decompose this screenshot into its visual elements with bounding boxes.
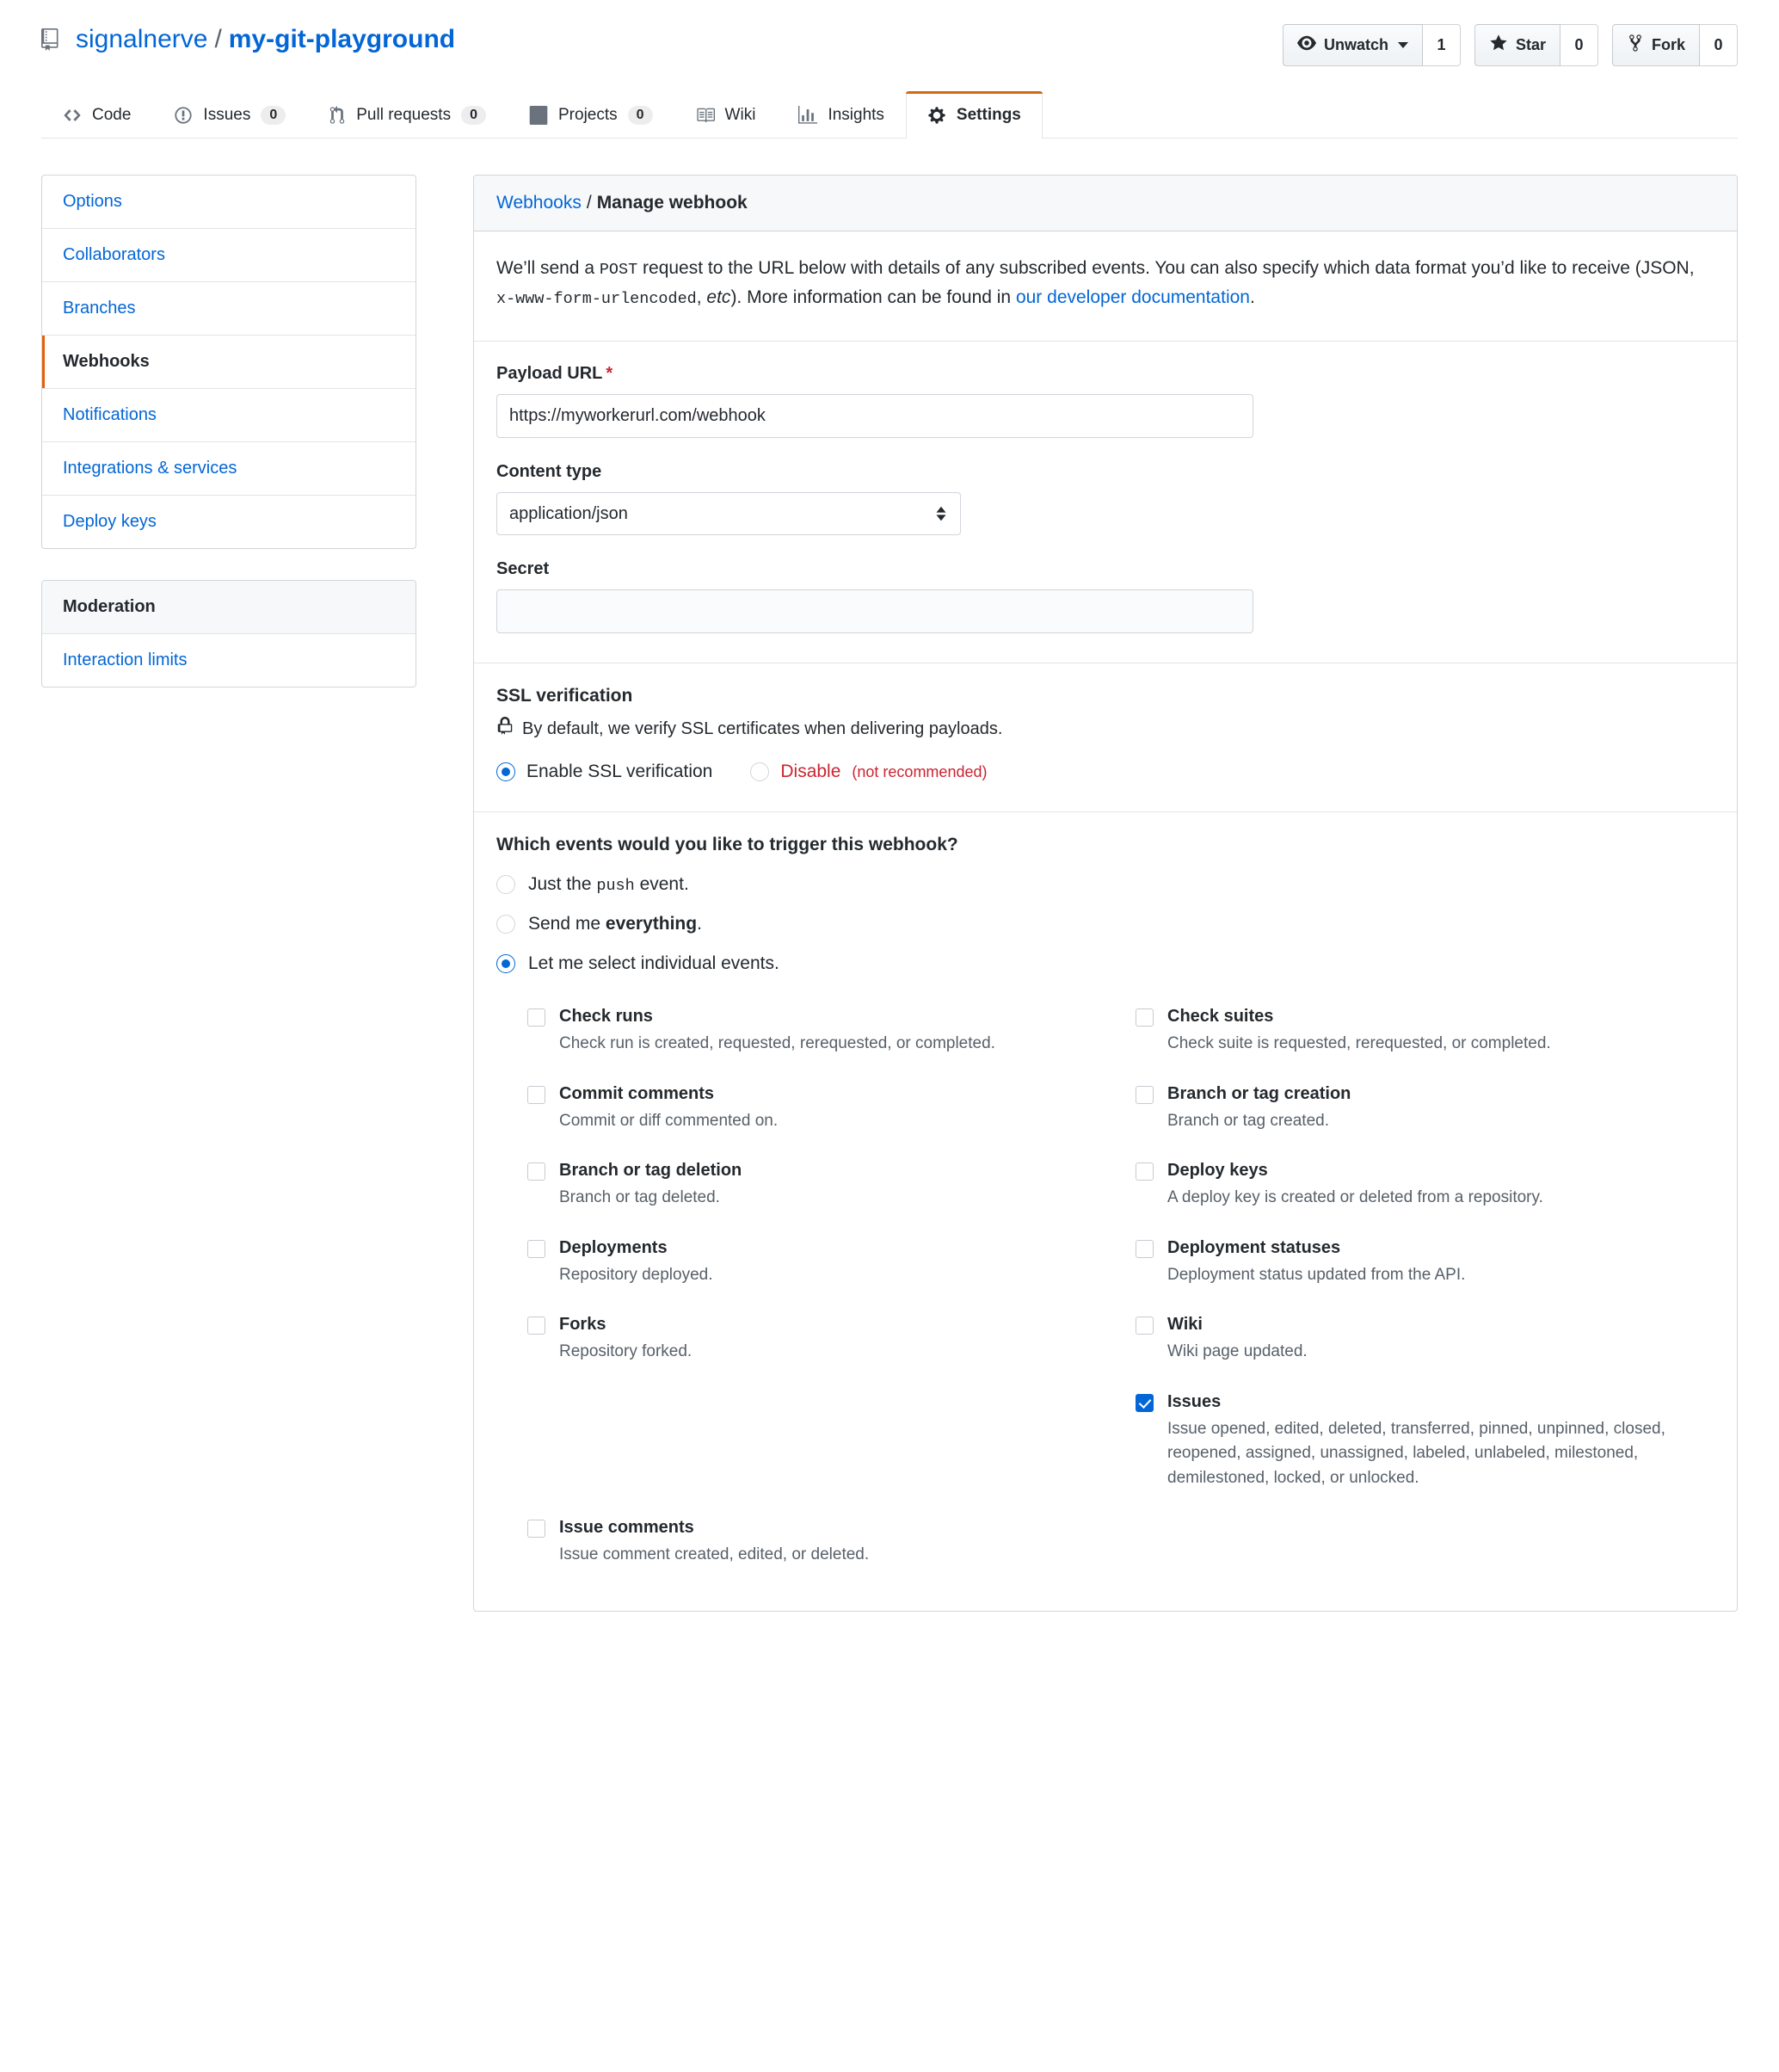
tab-insights[interactable] bbox=[777, 91, 905, 139]
payload-url-label-text: Payload URL bbox=[496, 364, 603, 384]
event-name: Issue comments bbox=[559, 1518, 694, 1538]
breadcrumb-webhooks-link[interactable]: Webhooks bbox=[496, 193, 582, 213]
event-text bbox=[559, 1159, 742, 1211]
event-text bbox=[1167, 1313, 1308, 1365]
event-text bbox=[1167, 1391, 1714, 1491]
event-choice-individual-label: Let me select individual events. bbox=[528, 953, 779, 974]
event-item-branch-or-tag-creation[interactable] bbox=[1136, 1070, 1714, 1148]
event-checkbox-commit-comments[interactable] bbox=[527, 1086, 545, 1104]
event-description: Repository deployed. bbox=[559, 1265, 713, 1284]
intro-em-etc: etc bbox=[706, 287, 731, 307]
lock-icon bbox=[496, 717, 514, 741]
tab-issues-label: Issues bbox=[203, 106, 251, 124]
intro-text bbox=[496, 254, 1714, 311]
ssl-disable-label: Disable bbox=[780, 762, 841, 782]
event-checkbox-issues[interactable] bbox=[1136, 1394, 1154, 1412]
developer-documentation-link[interactable]: our developer documentation bbox=[1015, 287, 1250, 307]
event-text bbox=[559, 1005, 995, 1057]
ssl-enable-label: Enable SSL verification bbox=[526, 762, 713, 782]
ssl-verification-row bbox=[474, 663, 1737, 812]
event-description: Issue comment created, edited, or deleted. bbox=[559, 1545, 870, 1564]
sidebar-item-collaborators[interactable]: Collaborators bbox=[42, 229, 416, 282]
content-type-label: Content type bbox=[496, 462, 602, 482]
fields-row bbox=[474, 342, 1737, 663]
ssl-disable-note: (not recommended) bbox=[852, 762, 988, 780]
graph-icon bbox=[798, 106, 817, 125]
event-item-deployments[interactable] bbox=[527, 1224, 1106, 1302]
event-item-forks[interactable] bbox=[527, 1301, 1106, 1378]
event-item-deployment-statuses[interactable] bbox=[1136, 1224, 1714, 1302]
event-description: A deploy key is created or deleted from a repository. bbox=[1167, 1188, 1543, 1207]
intro-part-3: , bbox=[696, 287, 707, 307]
individual-events-grid bbox=[496, 993, 1714, 1582]
tab-code[interactable] bbox=[41, 91, 152, 139]
sidebar-item-integrations-and-services[interactable]: Integrations & services bbox=[42, 442, 416, 496]
event-item-branch-or-tag-deletion[interactable] bbox=[527, 1147, 1106, 1224]
ssl-disable-option[interactable] bbox=[750, 762, 987, 782]
ssl-enable-option[interactable] bbox=[496, 762, 712, 782]
sidebar-item-options[interactable]: Options bbox=[42, 176, 416, 229]
git-pull-request-icon bbox=[329, 106, 346, 125]
event-name: Wiki bbox=[1167, 1315, 1203, 1335]
watch-count[interactable]: 1 bbox=[1423, 24, 1461, 66]
manage-webhook-box bbox=[473, 175, 1738, 1612]
tab-pull-requests[interactable] bbox=[307, 91, 508, 139]
issue-opened-icon bbox=[174, 106, 193, 125]
event-text bbox=[1167, 1082, 1351, 1134]
secret-input[interactable] bbox=[496, 589, 1253, 633]
breadcrumb bbox=[41, 24, 455, 55]
star-button-group bbox=[1474, 24, 1598, 66]
event-description: Deployment status updated from the API. bbox=[1167, 1265, 1466, 1284]
event-choice-individual[interactable] bbox=[496, 953, 1714, 974]
fork-button-label: Fork bbox=[1651, 36, 1685, 53]
repo-path-separator: / bbox=[214, 25, 222, 53]
event-description: Issue opened, edited, deleted, transferred, pinned, unpinned, closed, reopened, assigned, unassigned, labeled, unlabeled, milestoned, demilestoned, locked, or unlocked. bbox=[1167, 1419, 1665, 1487]
fork-button[interactable] bbox=[1612, 24, 1700, 66]
event-description: Commit or diff commented on. bbox=[559, 1111, 779, 1130]
event-choice-everything-pre: Send me bbox=[528, 914, 606, 934]
page-header bbox=[0, 0, 1779, 139]
sidebar-item-notifications[interactable]: Notifications bbox=[42, 389, 416, 442]
unwatch-button-label: Unwatch bbox=[1323, 36, 1388, 53]
event-description: Branch or tag deleted. bbox=[559, 1188, 720, 1207]
event-checkbox-branch-or-tag-creation[interactable] bbox=[1136, 1086, 1154, 1104]
event-name: Commit comments bbox=[559, 1083, 715, 1103]
payload-url-label bbox=[496, 364, 1714, 384]
tab-pull-requests-label: Pull requests bbox=[356, 106, 452, 124]
moderation-menu bbox=[41, 580, 416, 688]
event-checkbox-issue-comments[interactable] bbox=[527, 1520, 545, 1538]
breadcrumb-current: Manage webhook bbox=[596, 193, 748, 213]
payload-url-input[interactable] bbox=[496, 394, 1253, 438]
sidebar-item-deploy-keys[interactable]: Deploy keys bbox=[63, 512, 157, 531]
event-description: Repository forked. bbox=[559, 1342, 693, 1361]
event-choice-everything-post: . bbox=[697, 914, 702, 934]
content-type-field bbox=[496, 462, 1714, 535]
event-choice-everything-label bbox=[528, 914, 702, 934]
event-name: Branch or tag deletion bbox=[559, 1161, 742, 1181]
event-choice-push-code: push bbox=[596, 877, 635, 896]
watch-button-group bbox=[1283, 24, 1461, 66]
event-name: Forks bbox=[559, 1315, 606, 1335]
tab-settings[interactable] bbox=[906, 91, 1043, 139]
intro-part-5: . bbox=[1249, 287, 1255, 307]
event-description: Check run is created, requested, rerequested, or completed. bbox=[559, 1034, 995, 1053]
book-icon bbox=[696, 106, 715, 125]
event-checkbox-check-runs[interactable] bbox=[527, 1008, 545, 1027]
tab-projects-count: 0 bbox=[628, 106, 653, 125]
ssl-verification-title: SSL verification bbox=[496, 686, 633, 706]
webhook-form-panel bbox=[473, 175, 1738, 1612]
event-choice-everything-radio[interactable] bbox=[496, 915, 515, 934]
event-choice-push-pre: Just the bbox=[528, 874, 597, 895]
intro-part-4: ). More information can be found in bbox=[730, 287, 1016, 307]
secret-label: Secret bbox=[496, 559, 550, 579]
star-icon bbox=[1489, 34, 1508, 57]
event-choice-push[interactable] bbox=[496, 874, 1714, 895]
events-grid-spacer bbox=[527, 1378, 1106, 1505]
intro-part-2: request to the URL below with details of any subscribed events. You can also specify which data format you’d like to receive (JSON, bbox=[637, 258, 1695, 278]
ssl-radio-group bbox=[496, 762, 1714, 782]
content-type-select[interactable] bbox=[496, 492, 961, 535]
repo-owner-link[interactable]: signalnerve bbox=[76, 25, 208, 53]
event-name: Issues bbox=[1167, 1391, 1222, 1411]
intro-part-1: We’ll send a bbox=[496, 258, 600, 278]
event-name: Check runs bbox=[559, 1007, 653, 1027]
code-icon bbox=[63, 106, 82, 125]
event-description: Wiki page updated. bbox=[1167, 1342, 1308, 1361]
star-button[interactable] bbox=[1474, 24, 1560, 66]
event-item-issues[interactable] bbox=[1136, 1378, 1714, 1505]
ssl-disable-radio[interactable] bbox=[750, 762, 769, 781]
chevron-down-icon bbox=[1398, 42, 1408, 48]
tab-code-label: Code bbox=[92, 106, 132, 124]
event-checkbox-deployment-statuses[interactable] bbox=[1136, 1240, 1154, 1258]
tab-issues[interactable] bbox=[152, 91, 307, 139]
intro-code-post: POST bbox=[599, 261, 638, 279]
box-breadcrumb bbox=[474, 176, 1737, 231]
intro-row bbox=[474, 231, 1737, 342]
moderation-heading: Moderation bbox=[42, 581, 416, 634]
star-count[interactable]: 0 bbox=[1560, 24, 1598, 66]
tab-wiki[interactable] bbox=[674, 91, 778, 139]
event-item-issue-comments[interactable] bbox=[527, 1504, 1106, 1582]
event-choice-everything-strong: everything bbox=[605, 914, 698, 934]
event-checkbox-deployments[interactable] bbox=[527, 1240, 545, 1258]
event-choice-push-radio[interactable] bbox=[496, 875, 515, 894]
repo-title-row bbox=[41, 24, 1738, 66]
event-text bbox=[559, 1313, 692, 1365]
event-name: Deployment statuses bbox=[1167, 1237, 1341, 1257]
events-title: Which events would you like to trigger this webhook? bbox=[496, 835, 958, 855]
event-text bbox=[559, 1516, 869, 1568]
event-choice-push-post: event. bbox=[634, 874, 689, 895]
eye-icon bbox=[1297, 34, 1316, 57]
repo-icon bbox=[41, 28, 64, 51]
event-checkbox-forks[interactable] bbox=[527, 1317, 545, 1335]
event-name: Deploy keys bbox=[1167, 1161, 1268, 1181]
settings-content bbox=[0, 139, 1779, 1663]
sidebar-item-webhooks[interactable]: Webhooks bbox=[42, 336, 416, 389]
tab-issues-count: 0 bbox=[261, 106, 286, 125]
gear-icon bbox=[927, 106, 946, 125]
unwatch-button[interactable] bbox=[1283, 24, 1423, 66]
tab-settings-label: Settings bbox=[956, 106, 1021, 124]
breadcrumb-separator: / bbox=[586, 193, 592, 213]
event-text bbox=[1167, 1159, 1543, 1211]
repo-nav bbox=[41, 90, 1738, 139]
settings-sidebar bbox=[41, 175, 416, 688]
sidebar-item-branches[interactable]: Branches bbox=[42, 282, 416, 336]
events-row bbox=[474, 812, 1737, 1611]
tab-projects[interactable] bbox=[508, 91, 674, 139]
fork-button-group bbox=[1612, 24, 1738, 66]
secret-field bbox=[496, 559, 1714, 633]
event-name: Branch or tag creation bbox=[1167, 1083, 1351, 1103]
event-description: Branch or tag created. bbox=[1167, 1111, 1329, 1130]
repo-name-link[interactable]: my-git-playground bbox=[228, 25, 456, 53]
event-text bbox=[1167, 1236, 1465, 1288]
event-choice-push-label bbox=[528, 874, 689, 895]
sidebar-item-interaction-limits[interactable]: Interaction limits bbox=[63, 651, 188, 669]
intro-code-urlencoded: x-www-form-urlencoded bbox=[496, 289, 697, 308]
event-text bbox=[559, 1082, 778, 1134]
tab-projects-label: Projects bbox=[558, 106, 618, 124]
repo-actions bbox=[1283, 24, 1738, 66]
required-marker: * bbox=[606, 364, 613, 384]
ssl-note bbox=[496, 717, 1714, 741]
event-name: Check suites bbox=[1167, 1007, 1274, 1027]
content-type-select-wrap bbox=[496, 492, 961, 535]
event-checkbox-branch-or-tag-deletion[interactable] bbox=[527, 1162, 545, 1181]
event-text bbox=[1167, 1005, 1551, 1057]
ssl-enable-radio[interactable] bbox=[496, 762, 515, 781]
event-item-check-suites[interactable] bbox=[1136, 993, 1714, 1070]
payload-url-field bbox=[496, 364, 1714, 438]
tab-insights-label: Insights bbox=[828, 106, 884, 124]
event-description: Check suite is requested, rerequested, or completed. bbox=[1167, 1034, 1551, 1053]
event-checkbox-check-suites[interactable] bbox=[1136, 1008, 1154, 1027]
event-name: Deployments bbox=[559, 1237, 668, 1257]
event-choice-individual-radio[interactable] bbox=[496, 954, 515, 973]
event-checkbox-wiki[interactable] bbox=[1136, 1317, 1154, 1335]
event-item-deploy-keys[interactable] bbox=[1136, 1147, 1714, 1224]
event-text bbox=[559, 1236, 713, 1288]
fork-count[interactable]: 0 bbox=[1700, 24, 1738, 66]
fork-icon bbox=[1627, 34, 1644, 57]
tab-pull-requests-count: 0 bbox=[461, 106, 486, 125]
tab-wiki-label: Wiki bbox=[724, 106, 756, 124]
settings-menu bbox=[41, 175, 416, 549]
event-checkbox-deploy-keys[interactable] bbox=[1136, 1162, 1154, 1181]
event-choice-everything[interactable] bbox=[496, 914, 1714, 934]
star-button-label: Star bbox=[1515, 36, 1546, 53]
event-item-commit-comments[interactable] bbox=[527, 1070, 1106, 1148]
event-item-check-runs[interactable] bbox=[527, 993, 1106, 1070]
event-item-wiki[interactable] bbox=[1136, 1301, 1714, 1378]
project-icon bbox=[529, 106, 548, 125]
ssl-note-text: By default, we verify SSL certificates when delivering payloads. bbox=[522, 718, 1003, 738]
